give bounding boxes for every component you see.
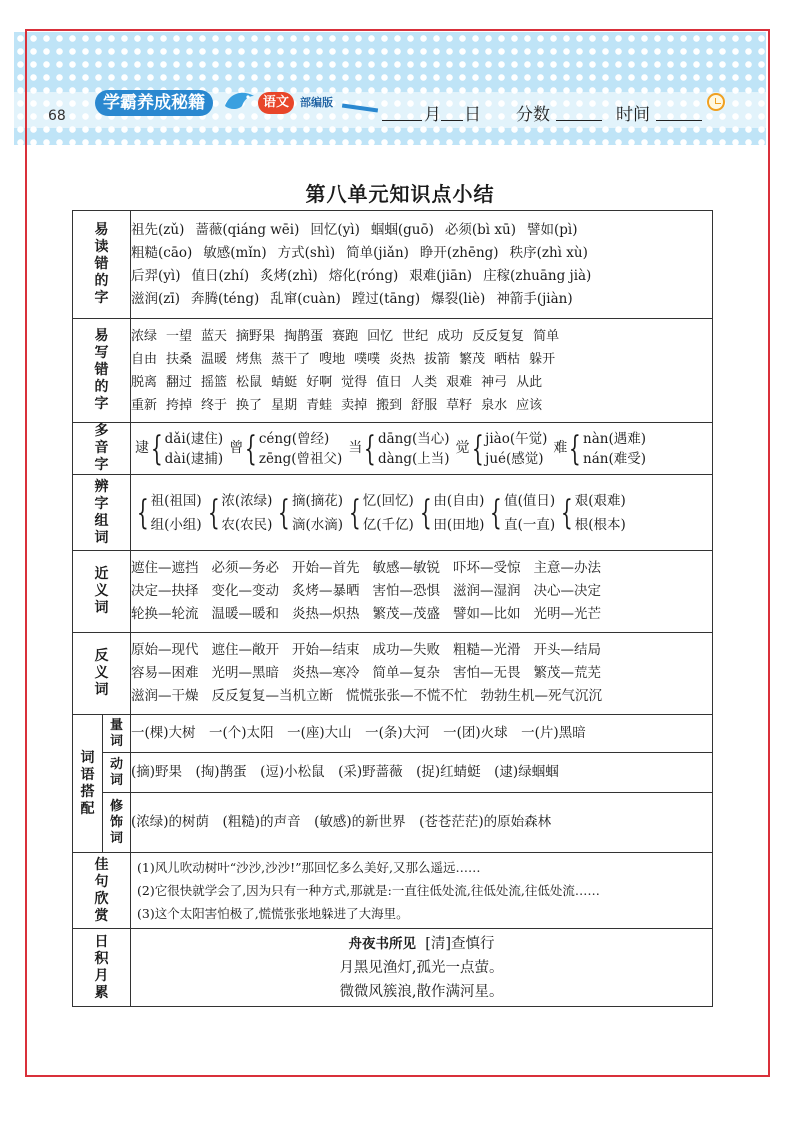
sentence-line: (3)这个太阳害怕极了,慌慌张张地躲进了大海里。 [137,906,409,921]
polyphone-char: 逮 [135,440,149,456]
content-line [131,288,712,311]
sentences-content [131,853,713,929]
polyphone-option: jiào(午觉) [485,430,548,447]
word-item: 敏感(mǐn) [203,244,267,261]
polyphone-option: jué(感觉) [485,450,544,467]
word-item: 星期 [271,397,298,413]
polyphone-option: dǎi(逮住) [164,430,224,447]
polyphone-option: zēng(曾祖父) [258,450,343,467]
distinguish-word: 滴(水滴) [292,516,344,533]
day-blank[interactable] [441,120,463,121]
word-item: 炎热 [389,351,416,367]
dolphin-icon [222,86,258,116]
sentence-line: (1)风儿吹动树叶“沙沙,沙沙!”那回忆多么美好,又那么遥远…… [137,860,481,875]
word-item: 艰难 [446,374,473,390]
word-item: 遮住—遮挡 [131,560,199,576]
distinguish-group [276,489,343,537]
polyphone-option: nán(难受) [583,450,646,467]
content-line [131,580,712,603]
word-item: 掏鹊蛋 [284,328,324,344]
word-item: 光明—光芒 [533,606,601,622]
row-distinguish [73,475,713,551]
polyphone-char: 曾 [229,440,244,456]
word-item: 草籽 [446,397,473,413]
word-item: 光明—黑暗 [211,665,279,681]
distinguish-word: 浓(浓绿) [221,492,273,509]
modifiers-content: (浓绿)的树荫 (粗糙)的声音 (敏感)的新世界 (苍苍茫茫)的原始森林 [131,793,713,853]
word-item: 噗噗 [354,351,381,367]
distinguish-group [418,489,485,537]
label-daily: 日积月累 [73,929,131,1007]
content-line [131,639,712,662]
word-item: 吓坏—受惊 [453,560,521,576]
word-item: 摇篮 [201,374,228,390]
page-title: 第八单元知识点小结 [305,182,495,206]
content-line [131,325,712,348]
polyphone-options [485,429,547,469]
word-item: 神箭手(jiàn) [496,290,573,307]
row-collocation-3 [73,793,713,853]
word-item: 譬如(pì) [526,221,578,238]
word-item: 庄稼(zhuāng jià) [483,267,592,284]
polyphone-group [456,429,548,469]
word-item: 翻过 [166,374,193,390]
word-item: 害怕—无畏 [453,665,521,681]
word-item: 换了 [236,397,263,413]
brand-logo: 学霸养成秘籍 [95,90,213,116]
word-item: 主意—办法 [533,560,601,576]
word-item: 从此 [516,374,543,390]
distinguish-word: 摘(摘花) [292,492,344,509]
word-item: 繁茂—茂盛 [372,606,440,622]
brace-icon: { [560,492,573,533]
sentence-line: (2)它很快就学会了,因为只有一种方式,那就是:一直往低处流,往低处流,往低处流…… [137,883,600,898]
row-synonyms [73,551,713,633]
word-item: 躲开 [529,351,556,367]
word-item: 决心—决定 [533,583,601,599]
score-blank[interactable] [556,120,602,121]
word-item: 简单—复杂 [372,665,440,681]
word-item: 开始—首先 [292,560,360,576]
polyphone-option: céng(曾经) [258,430,330,447]
polyphone-char: 觉 [455,440,470,456]
word-item: 脱离 [131,374,158,390]
brace-icon: { [471,428,484,469]
brace-icon: { [364,428,377,469]
content-line [131,394,712,417]
word-item: 应该 [516,397,543,413]
distinguish-group [488,489,555,537]
distinguish-options [504,489,555,537]
label-easy-miswrite: 易写错的字 [73,319,131,423]
brace-icon: { [490,492,503,533]
word-item: 遮住—敞开 [211,642,279,658]
brace-icon: { [348,492,361,533]
polyphone-options [259,429,342,469]
easy-miswrite-content [131,319,713,423]
word-item: 挎掉 [166,397,193,413]
word-item: 世纪 [402,328,429,344]
word-item: 开始—结束 [292,642,360,658]
word-item: 乱窜(cuàn) [270,290,341,307]
verbs-content: (摘)野果 (掏)鹊蛋 (逗)小松鼠 (采)野蔷薇 (捉)红蜻蜓 (逮)绿蝈蝈 [131,753,713,793]
row-polyphones [73,423,713,475]
clock-icon [707,93,725,111]
row-sentences [73,853,713,929]
word-item: 害怕—恐惧 [372,583,440,599]
polyphone-options [165,429,224,469]
label-collocation: 词语搭配 [73,715,103,853]
label-distinguish: 辨字组词 [73,475,131,551]
word-item: 必须(bì xū) [444,221,516,238]
edition-label: 部编版 [300,96,333,109]
word-item: 睁开(zhēng) [419,244,499,261]
knowledge-table [72,210,713,1007]
word-item: 拔箭 [424,351,451,367]
word-item: 舒服 [411,397,438,413]
distinguish-word: 艰(艰难) [574,492,626,509]
word-item: 后羿(yì) [131,267,181,284]
word-item: 温暖—暖和 [211,606,279,622]
word-item: 开头—结局 [533,642,601,658]
word-item: 摘野果 [236,328,276,344]
month-blank[interactable] [382,120,422,121]
score-label: 分数 [516,105,550,125]
word-item: 方式(shì) [277,244,336,261]
word-item: 必须—务必 [211,560,279,576]
word-item: 好啊 [306,374,333,390]
word-item: 简单(jiǎn) [346,244,409,261]
brace-icon: { [245,428,257,469]
word-item: 繁茂—荒芜 [533,665,601,681]
word-item: 反反复复 [472,328,525,344]
word-item: 回忆(yì) [310,221,360,238]
row-easy-misread [73,211,713,319]
distinguish-word: 忆(回忆) [362,492,414,509]
word-item: 赛跑 [332,328,359,344]
poem-heading [131,932,712,956]
word-item: 容易—困难 [131,665,199,681]
word-item: 蜻蜓 [271,374,298,390]
word-item: 秩序(zhì xù) [509,244,588,261]
word-item: 觉得 [341,374,368,390]
word-item: 炙烤(zhì) [260,267,318,284]
antonyms-content [131,633,713,715]
content-line [131,557,712,580]
word-item: 原始—现代 [131,642,199,658]
polyphones-content [131,423,713,475]
word-item: 粗糙(cāo) [131,244,193,261]
word-item: 滋润—湿润 [453,583,521,599]
polyphone-option: dāng(当心) [377,430,450,447]
word-item: 敏感—敏锐 [372,560,440,576]
word-item: 终于 [201,397,228,413]
label-modifiers: 修饰词 [103,793,131,853]
content-line [131,348,712,371]
word-item: 重新 [131,397,158,413]
polyphone-option: nàn(遇难) [583,430,646,447]
word-item: 嗖地 [319,351,346,367]
word-item: 成功 [437,328,464,344]
distinguish-group [135,489,202,537]
distinguish-word: 直(一直) [504,516,556,533]
word-item: 艰难(jiān) [409,267,473,284]
word-item: 蒸干了 [271,351,311,367]
word-item: 浓绿 [131,328,158,344]
word-item: 神弓 [481,374,508,390]
word-item: 卖掉 [341,397,368,413]
word-item: 反反复复—当机立断 [211,688,333,704]
polyphone-group [348,429,449,469]
word-item: 蹚过(tāng) [351,290,421,307]
subject-badge: 语文 [258,92,294,114]
polyphone-option: dài(逮捕) [164,450,224,467]
word-item: 滋润—干燥 [131,688,199,704]
distinguish-group [559,489,626,537]
word-item: 繁茂 [459,351,486,367]
word-item: 炎热—寒冷 [292,665,360,681]
brace-icon: { [136,492,149,533]
word-item: 祖先(zǔ) [131,221,185,238]
brace-icon: { [278,492,291,533]
word-item: 炎热—炽热 [292,606,360,622]
polyphone-option: dàng(上当) [377,450,450,467]
label-measure-words: 量词 [103,715,131,753]
word-item: 搬到 [376,397,403,413]
word-item: 成功—失败 [372,642,440,658]
polyphone-char: 当 [348,440,363,456]
word-item: 熔化(róng) [328,267,399,284]
daily-poem [131,929,713,1007]
poem-author: [清]查慎行 [425,935,495,952]
brace-icon: { [150,428,163,469]
word-item: 譬如—比如 [453,606,521,622]
distinguish-options [151,489,202,537]
distinguish-content [131,475,713,551]
word-item: 青蛙 [306,397,333,413]
distinguish-word: 祖(祖国) [150,492,202,509]
word-item: 变化—变动 [211,583,279,599]
row-antonyms [73,633,713,715]
label-polyphones: 多音字 [73,423,131,475]
word-item: 扶桑 [166,351,193,367]
time-blank[interactable] [656,120,702,121]
label-synonyms: 近义词 [73,551,131,633]
word-item: 回忆 [367,328,394,344]
word-item: 轮换—轮流 [131,606,199,622]
page-number: 68 [48,108,66,124]
label-easy-misread: 易读错的字 [73,211,131,319]
brace-icon: { [207,492,220,533]
word-item: 一望 [166,328,193,344]
polyphone-options [583,429,646,469]
distinguish-word: 组(小组) [150,516,202,533]
word-item: 烤焦 [236,351,263,367]
month-label: 月 [424,105,441,125]
distinguish-word: 农(农民) [221,516,273,533]
easy-misread-content [131,211,713,319]
word-item: 爆裂(liè) [431,290,486,307]
word-item: 蔷薇(qiáng wēi) [195,221,300,238]
content-line [131,219,712,242]
word-item: 奔腾(téng) [190,290,260,307]
content-line [131,371,712,394]
content-line [131,265,712,288]
word-item: 泉水 [481,397,508,413]
label-verbs: 动词 [103,753,131,793]
word-item: 粗糙—光滑 [453,642,521,658]
distinguish-options [292,489,343,537]
word-item: 值日(zhí) [191,267,250,284]
distinguish-word: 值(值日) [504,492,556,509]
content-line [131,242,712,265]
distinguish-options [575,489,626,537]
word-item: 简单 [533,328,560,344]
distinguish-options [363,489,414,537]
distinguish-word: 田(田地) [433,516,485,533]
distinguish-word: 亿(千亿) [362,516,414,533]
brace-icon: { [419,492,432,533]
polyphone-options [378,429,450,469]
row-collocation-2 [73,753,713,793]
word-item: 蓝天 [201,328,228,344]
row-collocation-1 [73,715,713,753]
day-label: 日 [464,105,481,125]
polyphone-group [135,429,223,469]
word-item: 炙烤—暴晒 [292,583,360,599]
word-item: 决定—抉择 [131,583,199,599]
polyphone-group [553,429,646,469]
word-item: 晒枯 [494,351,521,367]
label-antonyms: 反义词 [73,633,131,715]
brace-icon: { [569,428,582,469]
measure-words-content: 一(棵)大树 一(个)太阳 一(座)大山 一(条)大河 一(团)火球 一(片)黑暗 [131,715,713,753]
distinguish-group [347,489,414,537]
word-item: 松鼠 [236,374,263,390]
word-item: 蝈蝈(guō) [370,221,434,238]
label-sentences: 佳句欣赏 [73,853,131,929]
poem-line: 月黑见渔灯,孤光一点萤。 [339,959,504,976]
distinguish-word: 由(自由) [433,492,485,509]
content-line [131,662,712,685]
row-easy-miswrite [73,319,713,423]
row-daily [73,929,713,1007]
poem-title: 舟夜书所见 [348,935,416,952]
word-item: 勃勃生机—死气沉沉 [480,688,602,704]
polyphone-char: 难 [553,440,568,456]
synonyms-content [131,551,713,633]
distinguish-group [206,489,273,537]
time-label: 时间 [616,105,650,125]
distinguish-word: 根(根本) [574,516,626,533]
poem-line: 微微风簇浪,散作满河星。 [339,983,504,1000]
word-item: 人类 [411,374,438,390]
word-item: 滋润(zī) [131,290,180,307]
polyphone-group [229,429,342,469]
distinguish-options [221,489,272,537]
word-item: 慌慌张张—不慌不忙 [346,688,468,704]
content-line [131,685,712,708]
word-item: 温暖 [201,351,228,367]
content-line [131,603,712,626]
word-item: 值日 [376,374,403,390]
distinguish-options [433,489,484,537]
word-item: 自由 [131,351,158,367]
